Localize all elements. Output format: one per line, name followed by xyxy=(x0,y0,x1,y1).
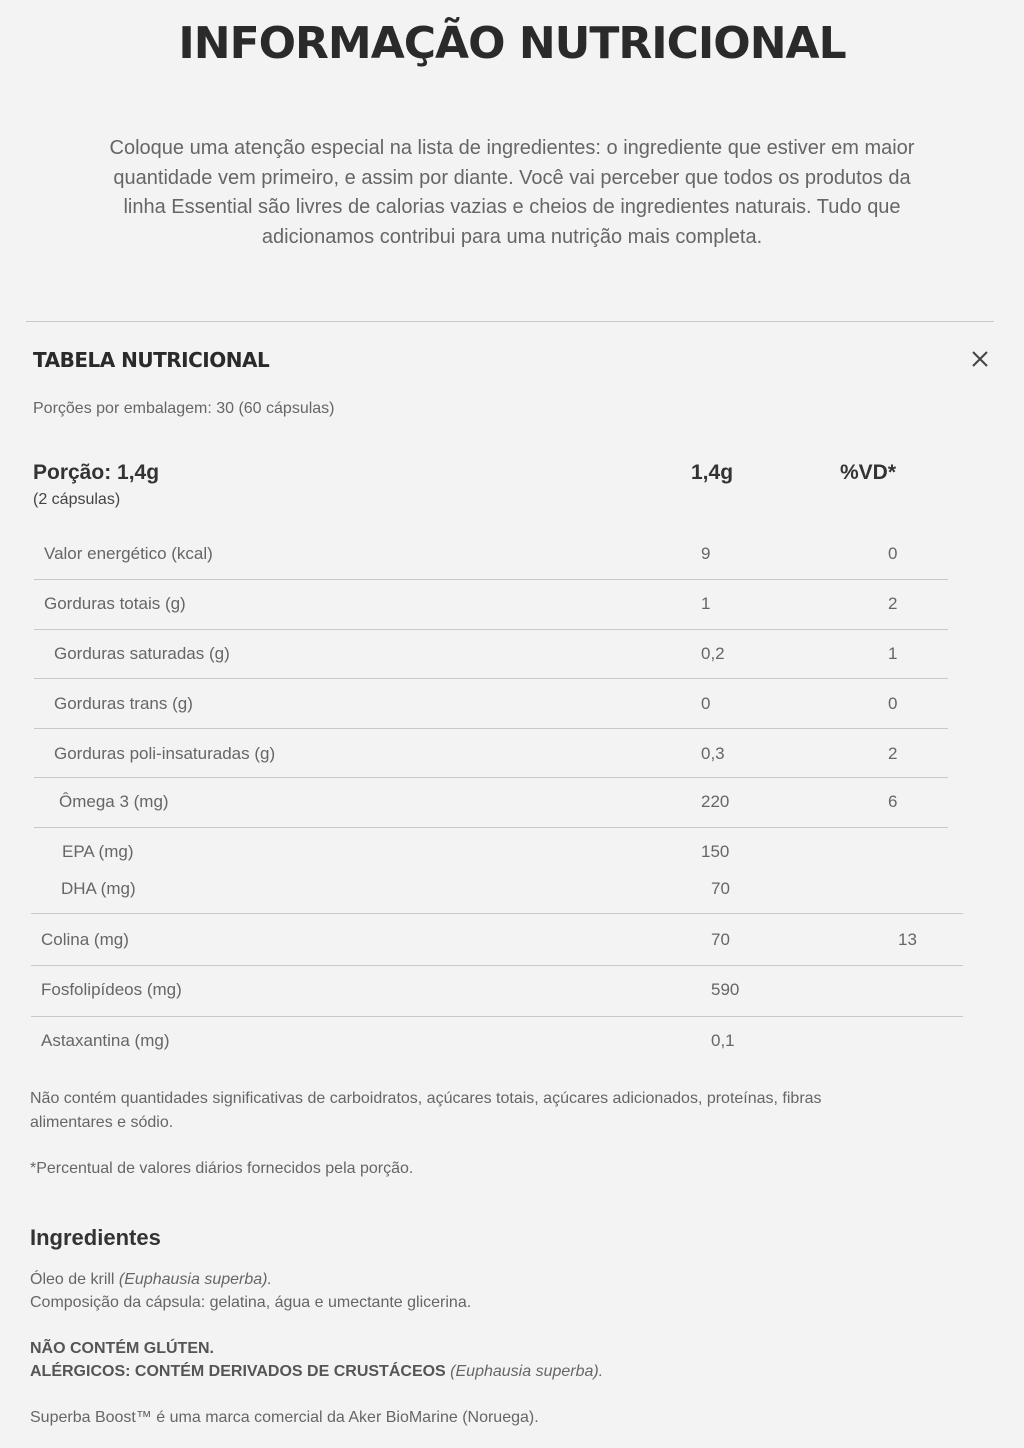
table-row xyxy=(0,792,1024,814)
allergen-species: (Euphausia superba). xyxy=(450,1363,604,1380)
row-label: DHA (mg) xyxy=(61,879,136,898)
footnote: *Percentual de valores diários fornecidos pela porção. xyxy=(30,1160,414,1177)
intro-line: quantidade vem primeiro, e assim por diante. Você vai perceber que todos os produtos da xyxy=(113,166,911,189)
row-amount: 0,3 xyxy=(701,744,725,763)
row-label: Gorduras saturadas (g) xyxy=(54,644,230,663)
row-vd: 0 xyxy=(888,544,898,563)
row-label: Gorduras trans (g) xyxy=(54,694,193,713)
row-amount: 0 xyxy=(701,694,711,713)
portion-capsules: (2 cápsulas) xyxy=(33,491,121,508)
row-label: EPA (mg) xyxy=(62,842,134,861)
row-amount: 70 xyxy=(711,879,730,898)
page-title: INFORMAÇÃO NUTRICIONAL xyxy=(178,18,846,69)
intro-line: adicionamos contribui para uma nutrição mais completa. xyxy=(261,225,763,248)
ingredient-text: Óleo de krill xyxy=(30,1271,119,1288)
row-vd: 0 xyxy=(888,694,898,713)
close-icon[interactable] xyxy=(966,345,994,373)
table-row xyxy=(0,879,1024,901)
ingredient-species: (Euphausia superba). xyxy=(118,1271,272,1288)
servings-per-package: Porções por embalagem: 30 (60 cápsulas) xyxy=(33,400,335,417)
row-vd: 6 xyxy=(888,792,898,811)
ingredients-title: Ingredientes xyxy=(30,1225,161,1250)
row-amount: 0,1 xyxy=(711,1031,735,1050)
row-amount: 220 xyxy=(701,792,730,811)
row-vd: 2 xyxy=(888,744,898,763)
row-vd: 2 xyxy=(888,594,898,613)
capsule-composition: Composição da cápsula: gelatina, água e umectante glicerina. xyxy=(30,1294,472,1311)
ingredients-line xyxy=(30,1268,272,1291)
row-amount: 70 xyxy=(711,930,730,949)
row-divider xyxy=(34,579,948,580)
table-row xyxy=(0,594,1024,616)
row-amount: 1 xyxy=(701,594,711,613)
table-title[interactable]: TABELA NUTRICIONAL xyxy=(33,348,270,372)
row-amount: 0,2 xyxy=(701,644,725,663)
table-row xyxy=(0,744,1024,766)
table-row xyxy=(0,644,1024,666)
trademark-note: Superba Boost™ é uma marca comercial da Aker BioMarine (Noruega). xyxy=(30,1409,539,1426)
vd-column-header: %VD* xyxy=(840,461,897,484)
row-label: Ômega 3 (mg) xyxy=(59,792,169,811)
portion-label: Porção: 1,4g xyxy=(33,461,160,484)
nutrition-note xyxy=(30,1087,980,1135)
row-divider xyxy=(31,1016,963,1017)
table-row xyxy=(0,980,1024,1002)
row-label: Colina (mg) xyxy=(41,930,129,949)
row-vd: 13 xyxy=(898,930,917,949)
divider xyxy=(26,321,994,322)
table-row xyxy=(0,694,1024,716)
intro-line: Coloque uma atenção especial na lista de ingredientes: o ingrediente que estiver em maior xyxy=(109,137,915,159)
table-row xyxy=(0,1031,1024,1053)
row-vd: 1 xyxy=(888,644,898,663)
intro-text xyxy=(50,134,974,252)
row-label: Astaxantina (mg) xyxy=(41,1031,170,1050)
row-amount: 150 xyxy=(701,842,730,861)
table-row xyxy=(0,842,1024,864)
row-label: Gorduras poli-insaturadas (g) xyxy=(54,744,276,763)
row-divider xyxy=(31,913,963,914)
table-row xyxy=(0,544,1024,566)
row-divider xyxy=(34,827,948,828)
row-label: Gorduras totais (g) xyxy=(44,594,186,613)
gluten-warning: NÃO CONTÉM GLÚTEN. xyxy=(30,1340,214,1357)
table-row xyxy=(0,930,1024,952)
row-label: Fosfolipídeos (mg) xyxy=(41,980,182,999)
allergen-text: ALÉRGICOS: CONTÉM DERIVADOS DE CRUSTÁCEOS xyxy=(30,1363,451,1380)
row-divider xyxy=(34,678,948,679)
row-divider xyxy=(34,777,948,778)
row-amount: 590 xyxy=(711,980,740,999)
allergen-warning xyxy=(30,1360,603,1383)
row-divider xyxy=(31,965,963,966)
row-amount: 9 xyxy=(701,544,711,563)
note-line: Não contém quantidades significativas de carboidratos, açúcares totais, açúcares adicionados, proteínas, fibras xyxy=(30,1090,822,1107)
row-divider xyxy=(34,728,948,729)
amount-column-header: 1,4g xyxy=(691,461,734,484)
note-line: alimentares e sódio. xyxy=(30,1114,174,1131)
row-divider xyxy=(34,629,948,630)
intro-line: linha Essential são livres de calorias vazias e cheios de ingredientes naturais. Tudo que xyxy=(123,196,901,218)
row-label: Valor energético (kcal) xyxy=(44,544,213,563)
